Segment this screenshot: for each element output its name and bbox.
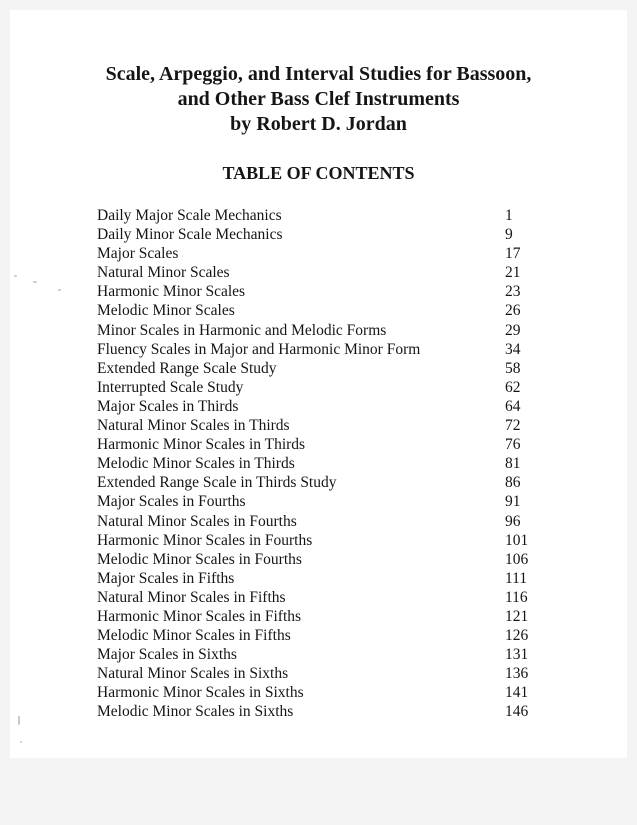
title-line: by Robert D. Jordan [230,113,407,135]
toc-entry-page: 116 [505,588,528,606]
toc-entry [97,378,547,397]
toc-entry [97,473,547,492]
toc-entry-title: Harmonic Minor Scales [97,283,246,301]
toc-entry-title: Daily Major Scale Mechanics [97,207,282,224]
title-line: and Other Bass Clef Instruments [177,88,460,110]
toc-entry [97,512,547,531]
toc-entry-title: Major Scales in Fifths [97,569,235,587]
toc-entry [97,492,547,511]
toc-entry [97,244,547,263]
scan-speck [33,281,37,283]
toc-entry-title: Harmonic Minor Scales in Fourths [97,531,313,549]
toc-entry-title: Melodic Minor Scales [97,302,235,320]
toc-entry-title: Melodic Minor Scales in Fifths [97,627,291,645]
toc-entry [97,702,547,721]
toc-entry-title: Fluency Scales in Major and Harmonic Minor Form [97,340,421,358]
toc-entry-page: 126 [505,627,529,645]
toc-entry-title: Harmonic Minor Scales in Thirds [97,436,306,454]
toc-entry-title: Extended Range Scale Study [97,359,277,377]
toc-entry-title: Natural Minor Scales [97,264,230,282]
toc-entry-page: 58 [505,359,521,377]
toc-entry-title: Natural Minor Scales in Thirds [97,417,290,435]
toc-entry-page: 81 [505,455,521,473]
scan-speck [58,289,61,291]
toc-entry-page: 76 [505,436,521,454]
toc-entry-title: Harmonic Minor Scales in Sixths [97,684,304,702]
toc-entry-title: Daily Minor Scale Mechanics [97,226,283,244]
toc-entry-page: 72 [505,417,521,435]
toc-entry-page: 9 [505,226,513,244]
toc-entry-title: Extended Range Scale in Thirds Study [97,474,337,492]
toc-entry [97,664,547,683]
toc-entry-title: Minor Scales in Harmonic and Melodic Forms [97,321,387,339]
toc-entry-page: 23 [505,283,521,301]
toc-entry [97,340,547,359]
toc-entry [97,531,547,550]
toc-entry-page: 106 [505,550,529,568]
toc-entry [97,683,547,702]
toc-entry-page: 64 [505,397,521,415]
toc-entry [97,282,547,301]
toc-entry-title: Major Scales in Sixths [97,646,237,664]
toc-entry-page: 91 [505,493,521,511]
toc-entry-title: Melodic Minor Scales in Thirds [97,455,295,473]
toc-entry-page: 131 [505,646,529,664]
toc-entry [97,416,547,435]
toc-entry [97,569,547,588]
toc-entry-title: Major Scales in Fourths [97,493,246,511]
scan-speck [20,741,22,743]
toc-entry-page: 121 [505,607,529,625]
toc-entry-title: Natural Minor Scales in Fourths [97,512,297,530]
toc-entry [97,397,547,416]
toc-entry [97,321,547,340]
toc-entry-title: Major Scales in Thirds [97,397,239,415]
toc-entry [97,206,547,225]
toc-entry-title: Major Scales [97,245,179,263]
toc-entry-page: 96 [505,512,521,530]
toc-entry-title: Natural Minor Scales in Fifths [97,588,286,606]
toc-entry-page: 111 [505,569,528,587]
title-line: Scale, Arpeggio, and Interval Studies for Bassoon, [105,63,532,85]
toc-heading: TABLE OF CONTENTS [222,163,415,183]
toc-entry-page: 17 [505,245,521,263]
toc-entry [97,550,547,569]
toc-entry [97,645,547,664]
toc-entry [97,225,547,244]
toc-entry-page: 34 [505,340,521,358]
toc-entry-page: 26 [505,302,521,320]
scan-speck [18,716,20,725]
toc-entry-page: 86 [505,474,521,492]
toc-entry-page: 101 [505,531,529,549]
toc-entry [97,263,547,282]
scan-speck [14,275,17,277]
toc-entry [97,626,547,645]
toc-entry [97,301,547,320]
toc-entry [97,359,547,378]
toc-entry [97,435,547,454]
toc-entry-title: Harmonic Minor Scales in Fifths [97,607,302,625]
toc-entry-page: 136 [505,665,529,683]
toc-entry-page: 62 [505,378,521,396]
toc-entry [97,607,547,626]
toc-entry-title: Melodic Minor Scales in Fourths [97,550,302,568]
document-title [0,62,637,137]
toc-entry-page: 21 [505,264,521,282]
toc-list [97,206,547,722]
toc-entry-page: 146 [505,703,529,721]
toc-entry-title: Natural Minor Scales in Sixths [97,665,289,683]
toc-entry-title: Interrupted Scale Study [97,378,244,396]
toc-entry-page: 141 [505,684,529,702]
toc-entry-page: 29 [505,321,521,339]
toc-entry-page: 1 [505,207,513,224]
toc-entry [97,454,547,473]
toc-entry [97,588,547,607]
toc-entry-title: Melodic Minor Scales in Sixths [97,703,294,721]
